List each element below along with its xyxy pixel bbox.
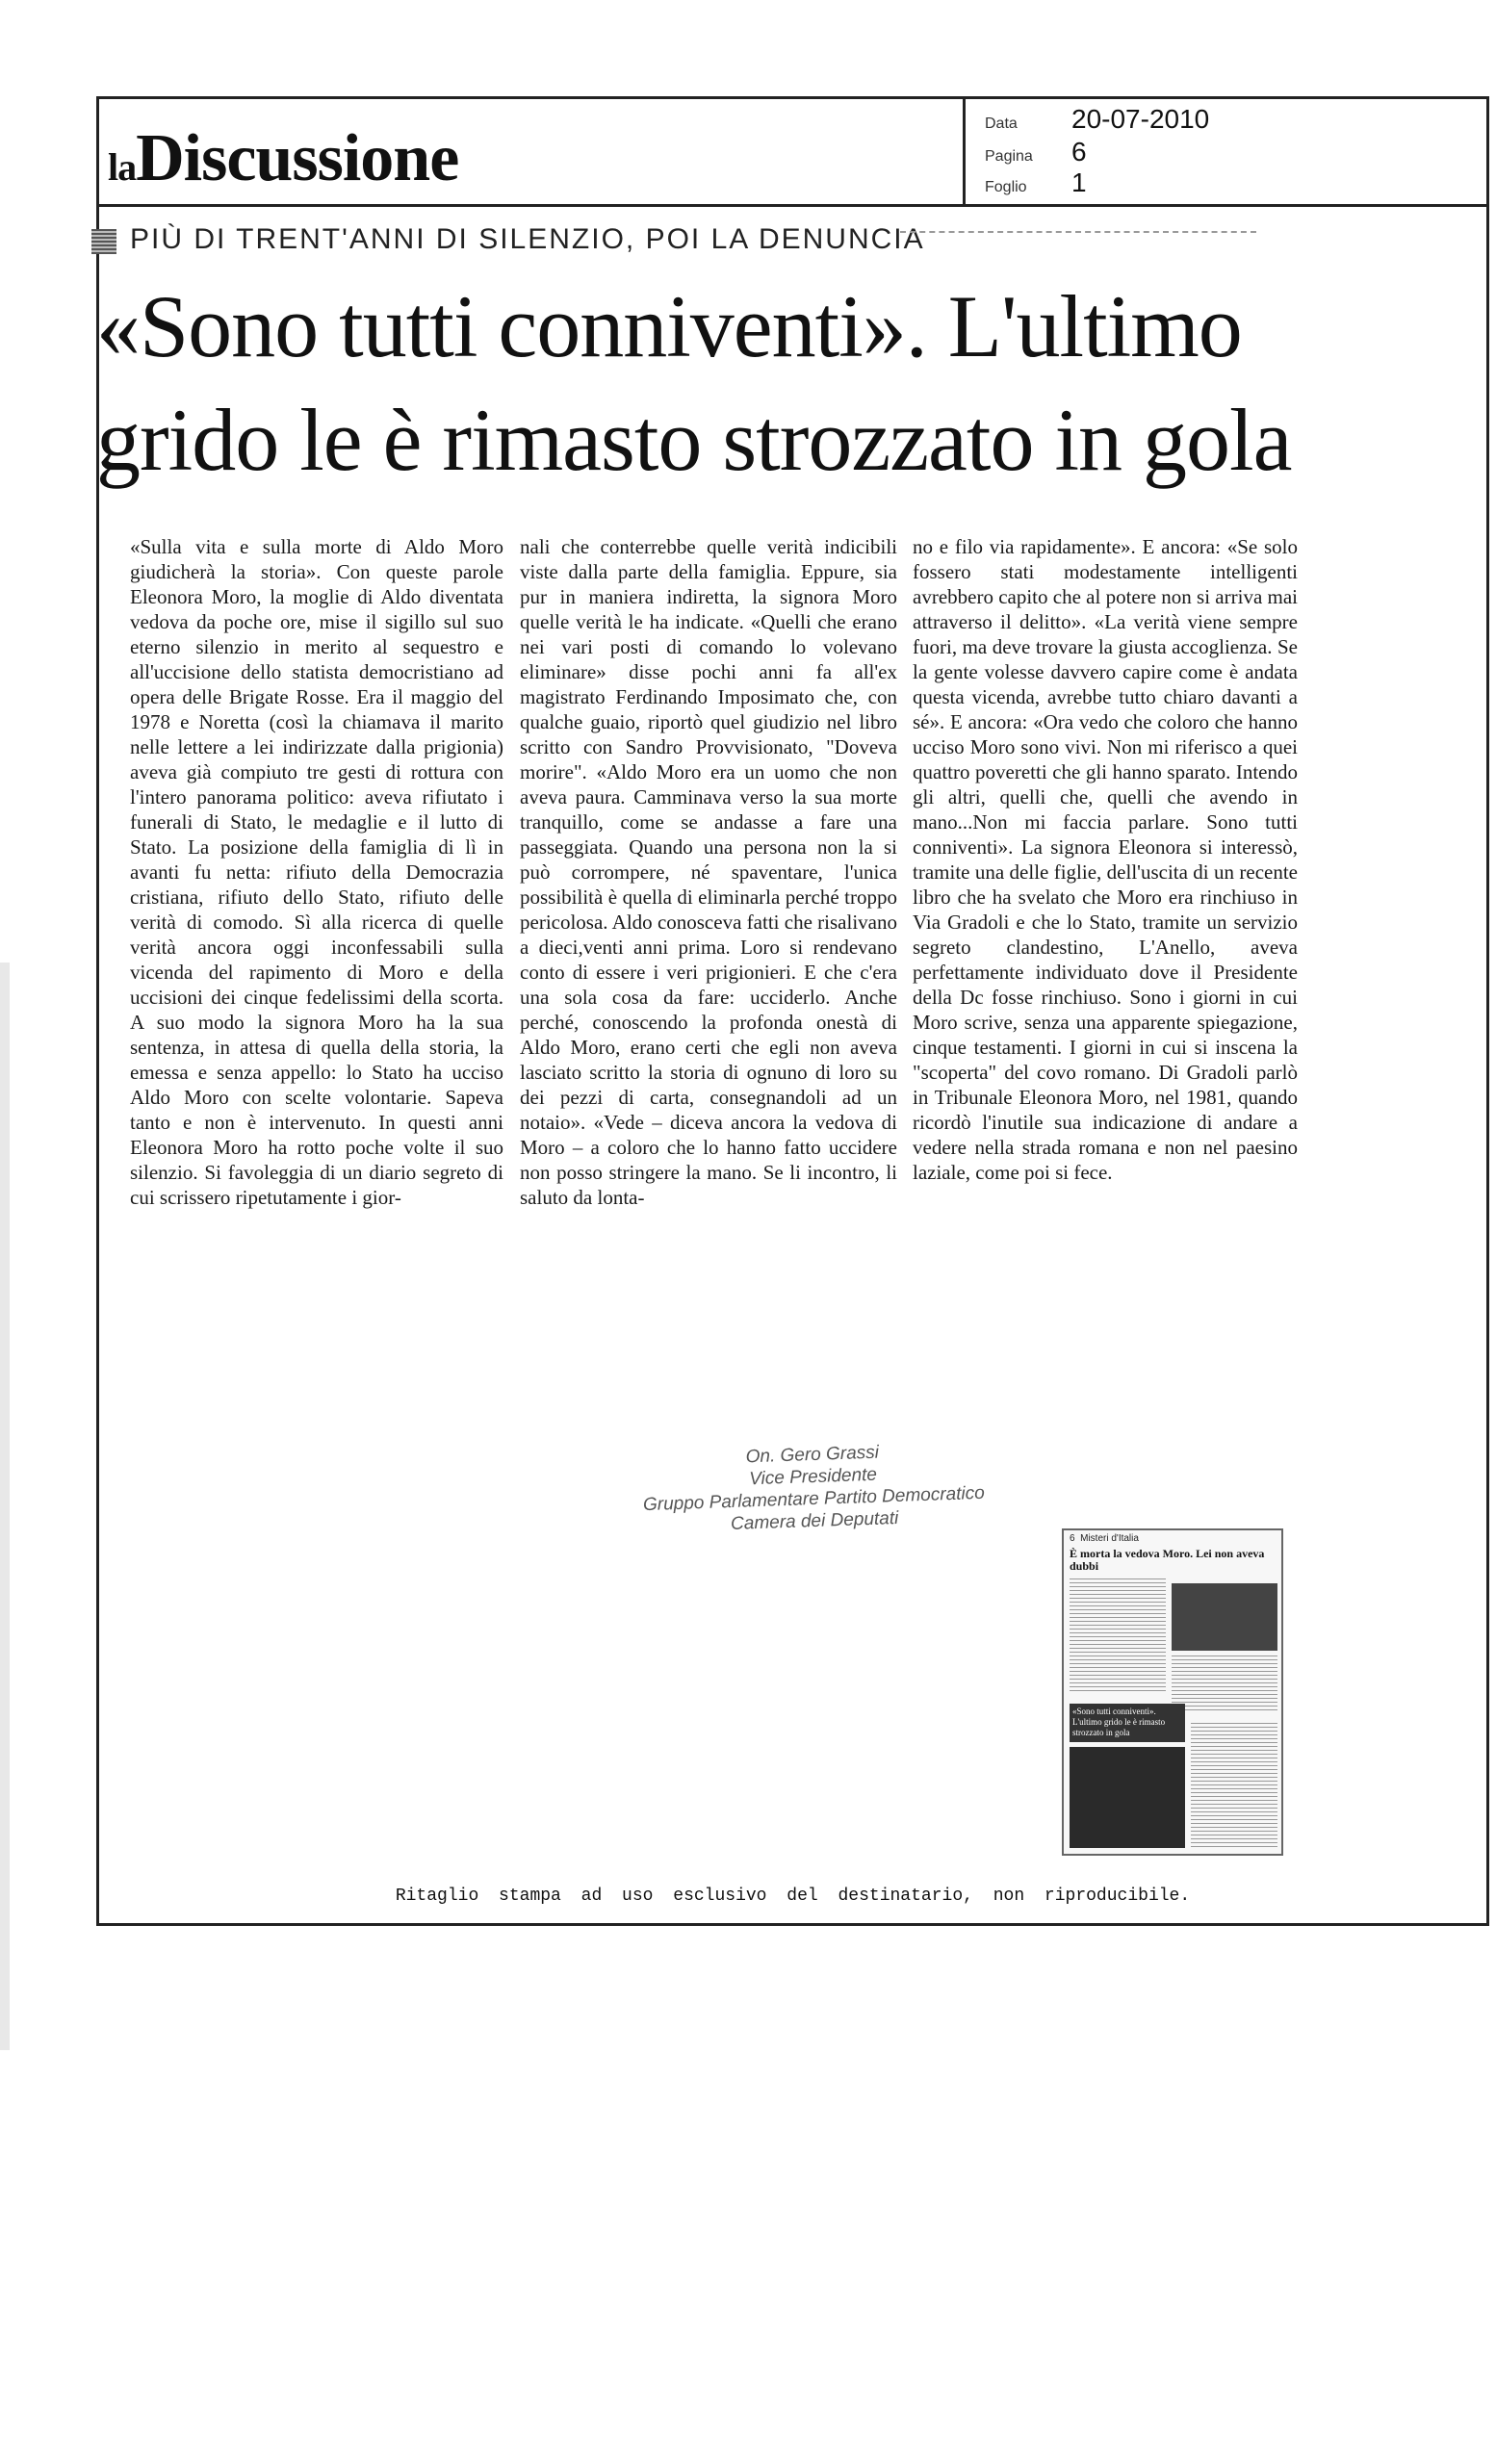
thumbnail-header [1070,1533,1139,1544]
logo-main: Discussione [136,121,459,195]
meta-foglio-row [985,167,1087,198]
meta-pagina-row [985,137,1087,167]
meta-box [963,96,1489,204]
kicker-rule [900,231,1256,233]
thumbnail-title: È morta la vedova Moro. Lei non aveva dubbi [1070,1547,1265,1573]
data-value: 20-07-2010 [1071,104,1210,134]
pagina-label: Pagina [985,148,1033,165]
article-kicker: PIÙ DI TRENT'ANNI DI SILENZIO, POI LA DENUNCIA [130,223,925,255]
page-thumbnail [1062,1528,1283,1856]
signature-name: On. Gero Grassi [745,1442,880,1468]
thumbnail-section: Misteri d'Italia [1080,1533,1139,1544]
logo-prefix: la [108,145,137,189]
thumbnail-caption: «Sono tutti conniventi». L'ultimo grido le è rimasto strozzato in gola [1070,1704,1185,1742]
article-column-3: no e filo via rapidamente». E ancora: «Se solo fossero stati modestamente intelligenti avrebbero capito che al potere non si arriva mai attraverso il delitto». «La verità viene sempre fuori, ma deve trovare la giusta accoglienza. Se la gente volesse davvero capire come è andata questa vicenda, avrebbe tutto chiaro davanti a sé». E ancora: «Ora vedo che coloro che hanno ucciso Moro sono vivi. Non mi riferisco a quei quattro poveretti che gli hanno sparato. Intendo gli altri, quelli che, quelli che avendo in mano...Non mi faccia parlare. Sono tutti conniventi». La signora Eleonora si interessò, tramite una delle figlie, dell'uscita di un recente libro che ha svelato che Moro era rinchiuso in Via Gradoli e che lo Stato, tramite un servizio segreto clandestino, L'Anello, aveva perfettamente individuato dove il Presidente della Dc fosse rinchiuso. Sono i giorni in cui Moro scrive, senza una apparente spiegazione, cinque testamenti. I giorni in cui si inscena la "scoperta" del covo romano. Di Gradoli parlò in Tribunale Eleonora Moro, nel 1981, quando ricordò l'inutile sua indicazione di andare a vedere nella strada romana e non nel paesino laziale, come poi si fece. [913,535,1298,1184]
signature-role: Vice Presidente [748,1464,878,1490]
header-rule [96,204,1489,207]
thumbnail-text-block [1070,1578,1166,1694]
scan-edge [0,962,10,2050]
thumbnail-text-block-3 [1191,1723,1277,1848]
data-label: Data [985,116,1018,132]
article-column-1: «Sulla vita e sulla morte di Aldo Moro giudicherà la storia». Con queste parole Eleonora Moro, la moglie di Aldo diventata vedova da poche ore, mise il sigillo sul suo eterno silenzio in merito al sequestro e all'uccisione dello statista democristiano ad opera delle Brigate Rosse. Era il maggio del 1978 e Noretta (così la chiamava il marito nelle lettere a lei indirizzate dalla prigionia) aveva già compiuto tre gesti di rottura con l'intero panorama politico: aveva rifiutato i funerali di Stato, le medaglie e il lutto di Stato. La posizione della famiglia di lì in avanti fu netta: rifiuto della Democrazia cristiana, rifiuto dello Stato, rifiuto delle verità di comodo. Sì alla ricerca di quelle verità ancora oggi inconfessabili sulla vicenda del rapimento di Moro e della uccisioni dei cinque fedelissimi della scorta. A suo modo la signora Moro ha la sua sentenza, in attesa di quella della storia, la emessa e senza appello: lo Stato ha ucciso Aldo Moro con scelte volontarie. Sapeva tanto e non è intervenuto. In questi anni Eleonora Moro ha rotto poche volte il suo silenzio. Si favoleggia di un diario segreto di cui scrissero ripetutamente i gior- [130,535,503,1209]
thumbnail-photo-2 [1070,1747,1185,1848]
pagina-value: 6 [1071,137,1087,167]
signature-stamp [610,1437,1018,1540]
newspaper-logo [108,120,458,197]
signature-chamber: Camera dei Deputati [730,1507,899,1535]
thumbnail-page-number: 6 [1070,1533,1075,1544]
thumbnail-text-block-2 [1172,1656,1277,1713]
meta-data-row [985,104,1209,135]
clipping-footer: Ritaglio stampa ad uso esclusivo del destinatario, non riproducibile. [395,1886,1191,1906]
article-column-2: nali che conterrebbe quelle verità indicibili viste dalla parte della famiglia. Eppure, sia pur in maniera indiretta, la signora Moro quelle verità le ha indicate. «Quelli che erano nei vari posti di comando lo volevano eliminare» disse pochi anni fa all'ex magistrato Ferdinando Imposimato che, con qualche guaio, riportò quel giudizio nel libro scritto con Sandro Provvisionato, "Doveva morire". «Aldo Moro era un uomo che non aveva paura. Camminava verso la sua morte tranquillo, come se andasse a fare una passeggiata. Quando una persona non la si può corrompere, né spaventare, l'unica possibilità è quella di eliminarla perché troppo pericolosa. Aldo conosceva fatti che risalivano a dieci,venti anni prima. Loro si rendevano conto di essere i veri prigionieri. E che c'era una sola cosa da fare: ucciderlo. Anche perché, conoscendo la profonda onestà di Aldo Moro, erano certi che egli non aveva lasciato scritto la storia di ognuno di loro su dei pezzi di carta, consegnandoli ad un notaio». «Vede – diceva ancora la vedova di Moro – a coloro che lo hanno fatto uccidere non posso stringere la mano. Se li incontro, li saluto da lonta- [520,535,897,1209]
kicker-square-icon [91,229,116,254]
foglio-label: Foglio [985,179,1027,195]
article-headline: «Sono tutti conniventi». L'ultimo grido le è rimasto strozzato in gola [96,277,1292,489]
thumbnail-photo [1172,1583,1277,1651]
foglio-value: 1 [1071,167,1087,197]
signature-group: Gruppo Parlamentare Partito Democratico [642,1482,986,1516]
